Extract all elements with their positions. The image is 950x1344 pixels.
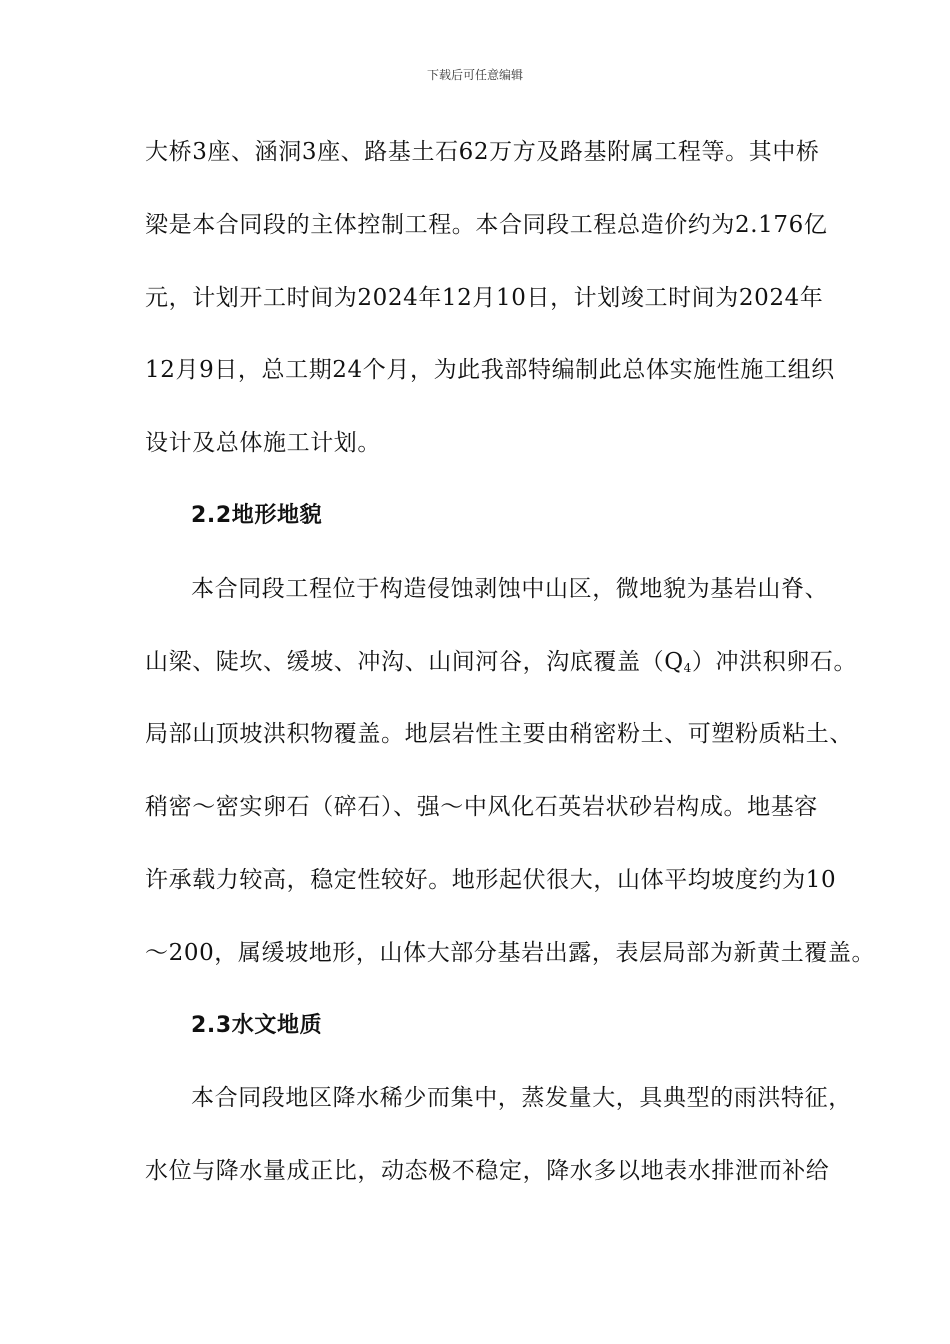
paragraph-line (145, 634, 858, 707)
paragraph-line: 设计及总体施工计划。 (145, 430, 381, 457)
paragraph-line: 元，计划开工时间为2024年12月10日，计划竣工时间为2024年 (145, 284, 824, 311)
paragraph-line: 12月9日，总工期24个月，为此我部特编制此总体实施性施工组织 (145, 357, 835, 384)
paragraph-line: 本合同段工程位于构造侵蚀剥蚀中山区，微地貌为基岩山脊、 (191, 575, 829, 602)
paragraph-line: 大桥3座、涵洞3座、路基土石62万方及路基附属工程等。其中桥 (145, 139, 820, 165)
paragraph-line: 局部山顶坡洪积物覆盖。地层岩性主要由稍密粉土、可塑粉质粘土、 (145, 721, 853, 748)
page-header: 下载后可任意编辑 (426, 68, 523, 82)
text-segment: 山梁、陡坎、缓坡、冲沟、山间河谷，沟底覆盖（Q (145, 648, 684, 675)
section-heading-2-3: 2.3水文地质 (191, 1012, 323, 1038)
paragraph-line: 水位与降水量成正比，动态极不稳定，降水多以地表水排泄而补给 (145, 1158, 830, 1185)
paragraph-line: 稍密～密实卵石（碎石）、强～中风化石英岩状砂岩构成。地基容 (145, 794, 818, 821)
paragraph-line: 本合同段地区降水稀少而集中，蒸发量大，具典型的雨洪特征， (191, 1085, 852, 1112)
paragraph-line: 许承载力较高，稳定性较好。地形起伏很大，山体平均坡度约为10 (145, 866, 837, 893)
paragraph-line: 梁是本合同段的主体控制工程。本合同段工程总造价约为2.176亿 (145, 211, 828, 238)
document-body (145, 124, 876, 1216)
paragraph-line: ～200，属缓坡地形，山体大部分基岩出露，表层局部为新黄土覆盖。 (145, 939, 876, 966)
section-heading-2-2: 2.2地形地貌 (191, 502, 323, 528)
text-segment: ）冲洪积卵石。 (691, 648, 858, 675)
subscript: 4 (683, 660, 692, 675)
